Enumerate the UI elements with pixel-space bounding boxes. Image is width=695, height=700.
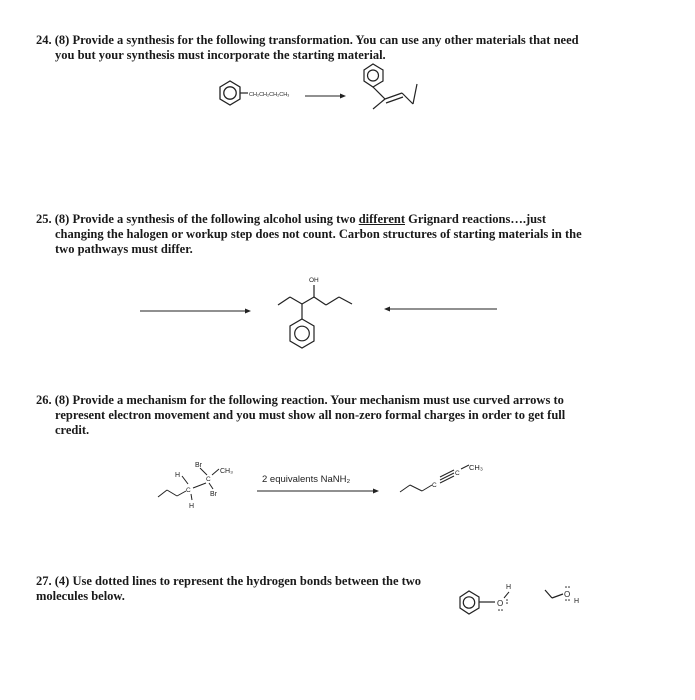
q27-ethanol-chain bbox=[545, 590, 563, 598]
q26-c-lower: C bbox=[186, 487, 191, 494]
q26-c-upper: C bbox=[206, 476, 211, 483]
q27-ethanol-o: O bbox=[564, 590, 571, 599]
q24-substituent-label: CH₂CH₂CH₂CH₃ bbox=[249, 92, 290, 98]
q25-emphasis-different: different bbox=[358, 212, 405, 226]
q25-line-1-part-b: Grignard reactions….just bbox=[405, 212, 547, 226]
q27-line-2: molecules below. bbox=[36, 589, 125, 603]
q26-line-3: credit. bbox=[55, 423, 90, 437]
q24-line-2: you but your synthesis must incorporate the starting material. bbox=[55, 48, 386, 62]
q27-phenol-ring bbox=[460, 591, 495, 614]
q26-product-c1: C bbox=[432, 482, 437, 489]
q27-line-1: 27. (4) Use dotted lines to represent the hydrogen bonds between the two bbox=[36, 574, 422, 588]
q27-ethanol-h: H bbox=[574, 598, 580, 605]
q27-phenol-h: H bbox=[506, 584, 512, 591]
q26-line-2: represent electron movement and you must show all non-zero formal charges in order to get full bbox=[55, 408, 566, 422]
q25-line-1-part-a: 25. (8) Provide a synthesis of the following alcohol using two bbox=[36, 212, 359, 226]
q26-br-bottom: Br bbox=[210, 491, 217, 498]
q25-oh-label: OH bbox=[309, 277, 319, 284]
q26-product-ch3: CH₃ bbox=[469, 463, 483, 472]
q26-br-top: Br bbox=[195, 462, 202, 469]
q26-h-left: H bbox=[175, 472, 181, 479]
q26-line-1: 26. (8) Provide a mechanism for the following reaction. Your mechanism must use curved arrows to bbox=[36, 393, 564, 407]
q27-phenol-o: O bbox=[497, 599, 504, 608]
q26-product-c2: C bbox=[455, 470, 460, 477]
q24-line-1: 24. (8) Provide a synthesis for the following transformation. You can use any other materials that need bbox=[36, 33, 579, 47]
q25-line-2: changing the halogen or workup step does not count. Carbon structures of starting materials in the bbox=[55, 227, 582, 241]
q25-line-3: two pathways must differ. bbox=[55, 242, 193, 256]
q27-oh-bond bbox=[504, 592, 509, 598]
q26-h-bottom: H bbox=[189, 503, 195, 510]
q26-reagent-label: 2 equivalents NaNH₂ bbox=[262, 474, 351, 485]
q26-ch3-label: CH₃ bbox=[220, 468, 233, 475]
